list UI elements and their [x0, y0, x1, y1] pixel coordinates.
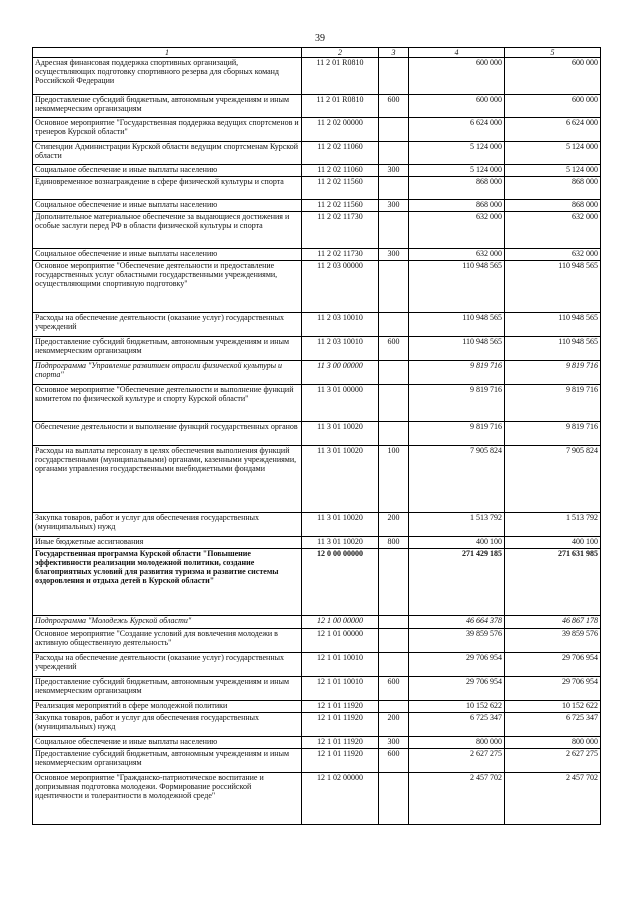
table-row: [33, 118, 601, 142]
row-amount-1: 600 000: [409, 95, 505, 118]
row-amount-2: 271 631 985: [505, 549, 601, 616]
row-amount-2: 6 725 347: [505, 713, 601, 737]
row-name: Закупка товаров, работ и услуг для обеспечения государственных (муниципальных) нужд: [33, 513, 302, 537]
row-amount-2: 2 457 702: [505, 773, 601, 825]
table-row: [33, 549, 601, 616]
row-amount-2: 600 000: [505, 95, 601, 118]
row-code: 11 3 01 10020: [302, 513, 379, 537]
table-row: [33, 737, 601, 749]
row-name: Основное мероприятие "Обеспечение деятельности и предоставление государственных услуг областными государственными учреждениями, осуществляющими спортивную подготовку": [33, 261, 302, 313]
header-col-1: 1: [33, 48, 302, 58]
row-name: Социальное обеспечение и иные выплаты населению: [33, 200, 302, 212]
row-expense-type: 300: [379, 249, 409, 261]
page-number: 39: [315, 33, 325, 44]
row-expense-type: [379, 177, 409, 200]
row-expense-type: 200: [379, 713, 409, 737]
row-name: Социальное обеспечение и иные выплаты населению: [33, 737, 302, 749]
table-row: [33, 701, 601, 713]
row-name: Подпрограмма "Молодежь Курской области": [33, 616, 302, 629]
row-expense-type: 300: [379, 165, 409, 177]
row-amount-1: 9 819 716: [409, 385, 505, 422]
row-name: Стипендии Администрации Курской области ведущим спортсменам Курской области: [33, 142, 302, 165]
row-expense-type: [379, 629, 409, 653]
row-amount-1: 7 905 824: [409, 446, 505, 513]
row-amount-2: 9 819 716: [505, 361, 601, 385]
table-row: [33, 385, 601, 422]
row-code: 11 3 01 00000: [302, 385, 379, 422]
row-code: 11 3 00 00000: [302, 361, 379, 385]
row-expense-type: [379, 653, 409, 677]
table-row: [33, 749, 601, 773]
row-expense-type: [379, 549, 409, 616]
row-name: Социальное обеспечение и иные выплаты населению: [33, 165, 302, 177]
table-row: [33, 165, 601, 177]
row-amount-1: 6 624 000: [409, 118, 505, 142]
row-expense-type: [379, 773, 409, 825]
row-amount-2: 110 948 565: [505, 337, 601, 361]
row-expense-type: [379, 616, 409, 629]
row-expense-type: 600: [379, 95, 409, 118]
row-expense-type: 600: [379, 749, 409, 773]
row-amount-2: 2 627 275: [505, 749, 601, 773]
row-amount-1: 1 513 792: [409, 513, 505, 537]
row-code: 12 1 01 11920: [302, 701, 379, 713]
row-amount-1: 800 000: [409, 737, 505, 749]
row-amount-1: 29 706 954: [409, 677, 505, 701]
row-expense-type: [379, 385, 409, 422]
row-amount-1: 9 819 716: [409, 422, 505, 446]
table-row: [33, 677, 601, 701]
row-code: 11 2 01 R0810: [302, 95, 379, 118]
table-row: [33, 513, 601, 537]
row-expense-type: 100: [379, 446, 409, 513]
row-code: 11 2 02 00000: [302, 118, 379, 142]
row-expense-type: 600: [379, 337, 409, 361]
row-expense-type: [379, 422, 409, 446]
row-amount-1: 110 948 565: [409, 337, 505, 361]
row-amount-2: 6 624 000: [505, 118, 601, 142]
row-amount-2: 800 000: [505, 737, 601, 749]
row-name: Основное мероприятие "Создание условий для вовлечения молодежи в активную общественную деятельность": [33, 629, 302, 653]
row-amount-1: 600 000: [409, 58, 505, 95]
row-amount-2: 600 000: [505, 58, 601, 95]
row-name: Расходы на выплаты персоналу в целях обеспечения выполнения функций государственными (муниципальными) органами, казенными учреждениями, органами управления государственными внебюджетными фондами: [33, 446, 302, 513]
table-row: [33, 446, 601, 513]
row-name: Обеспечение деятельности и выполнение функций государственных органов: [33, 422, 302, 446]
header-col-3: 3: [379, 48, 409, 58]
row-amount-1: 2 627 275: [409, 749, 505, 773]
row-code: 12 1 01 00000: [302, 629, 379, 653]
row-amount-2: 10 152 622: [505, 701, 601, 713]
table-row: [33, 261, 601, 313]
table-row: [33, 337, 601, 361]
table-row: [33, 713, 601, 737]
row-amount-2: 110 948 565: [505, 313, 601, 337]
row-code: 12 1 02 00000: [302, 773, 379, 825]
row-expense-type: 600: [379, 677, 409, 701]
table-header-row: [33, 48, 601, 58]
row-amount-1: 271 429 185: [409, 549, 505, 616]
table-row: [33, 313, 601, 337]
row-name: Предоставление субсидий бюджетным, автономным учреждениям и иным некоммерческим организациям: [33, 677, 302, 701]
row-code: 11 2 03 00000: [302, 261, 379, 313]
row-expense-type: 200: [379, 513, 409, 537]
row-amount-2: 29 706 954: [505, 653, 601, 677]
row-name: Социальное обеспечение и иные выплаты населению: [33, 249, 302, 261]
row-name: Государственная программа Курской области "Повышение эффективности реализации молодежной политики, создание благоприятных условий для развития туризма и развитие системы оздоровления и отдыха детей в Курской области": [33, 549, 302, 616]
row-amount-1: 632 000: [409, 249, 505, 261]
row-amount-1: 5 124 000: [409, 142, 505, 165]
header-col-2: 2: [302, 48, 379, 58]
row-amount-2: 7 905 824: [505, 446, 601, 513]
row-expense-type: [379, 701, 409, 713]
row-amount-2: 39 859 576: [505, 629, 601, 653]
row-code: 12 1 01 10010: [302, 653, 379, 677]
row-amount-2: 868 000: [505, 177, 601, 200]
row-code: 12 0 00 00000: [302, 549, 379, 616]
row-amount-2: 1 513 792: [505, 513, 601, 537]
row-expense-type: [379, 261, 409, 313]
row-code: 11 3 01 10020: [302, 537, 379, 549]
row-expense-type: 800: [379, 537, 409, 549]
row-code: 12 1 01 11920: [302, 737, 379, 749]
row-name: Предоставление субсидий бюджетным, автономным учреждениям и иным некоммерческим организациям: [33, 95, 302, 118]
row-expense-type: 300: [379, 200, 409, 212]
row-amount-2: 110 948 565: [505, 261, 601, 313]
row-amount-2: 400 100: [505, 537, 601, 549]
table-row: [33, 361, 601, 385]
row-name: Реализация мероприятий в сфере молодежной политики: [33, 701, 302, 713]
row-code: 12 1 00 00000: [302, 616, 379, 629]
row-amount-2: 5 124 000: [505, 165, 601, 177]
row-code: 12 1 01 10010: [302, 677, 379, 701]
row-code: 11 2 02 11560: [302, 200, 379, 212]
row-name: Основное мероприятие "Гражданско-патриотическое воспитание и допризывная подготовка молодежи. Формирование российской идентичности и толерантности в молодежной среде": [33, 773, 302, 825]
row-code: 11 2 02 11060: [302, 165, 379, 177]
row-amount-1: 110 948 565: [409, 313, 505, 337]
row-code: 12 1 01 11920: [302, 749, 379, 773]
row-amount-2: 46 867 178: [505, 616, 601, 629]
row-expense-type: [379, 58, 409, 95]
row-name: Расходы на обеспечение деятельности (оказание услуг) государственных учреждений: [33, 313, 302, 337]
header-col-5: 5: [505, 48, 601, 58]
table-row: [33, 249, 601, 261]
table-row: [33, 58, 601, 95]
row-code: 11 2 01 R0810: [302, 58, 379, 95]
row-name: Закупка товаров, работ и услуг для обеспечения государственных (муниципальных) нужд: [33, 713, 302, 737]
row-code: 11 2 02 11730: [302, 249, 379, 261]
row-name: Предоставление субсидий бюджетным, автономным учреждениям и иным некоммерческим организациям: [33, 337, 302, 361]
table-row: [33, 95, 601, 118]
row-code: 11 2 02 11730: [302, 212, 379, 249]
row-amount-1: 29 706 954: [409, 653, 505, 677]
row-amount-2: 29 706 954: [505, 677, 601, 701]
row-expense-type: [379, 118, 409, 142]
row-name: Предоставление субсидий бюджетным, автономным учреждениям и иным некоммерческим организациям: [33, 749, 302, 773]
row-amount-1: 2 457 702: [409, 773, 505, 825]
row-code: 12 1 01 11920: [302, 713, 379, 737]
budget-table: [32, 47, 601, 825]
row-name: Адресная финансовая поддержка спортивных организаций, осуществляющих подготовку спортивного резерва для сборных команд Российской Федерации: [33, 58, 302, 95]
row-name: Основное мероприятие "Государственная поддержка ведущих спортсменов и тренеров Курской области": [33, 118, 302, 142]
table-row: [33, 142, 601, 165]
row-amount-1: 110 948 565: [409, 261, 505, 313]
table-row: [33, 177, 601, 200]
row-amount-1: 6 725 347: [409, 713, 505, 737]
row-amount-1: 46 664 378: [409, 616, 505, 629]
row-code: 11 2 02 11060: [302, 142, 379, 165]
row-code: 11 2 03 10010: [302, 313, 379, 337]
row-name: Иные бюджетные ассигнования: [33, 537, 302, 549]
table-row: [33, 212, 601, 249]
row-amount-2: 9 819 716: [505, 385, 601, 422]
row-amount-1: 39 859 576: [409, 629, 505, 653]
row-code: 11 2 02 11560: [302, 177, 379, 200]
row-amount-2: 632 000: [505, 212, 601, 249]
row-amount-1: 868 000: [409, 177, 505, 200]
table-row: [33, 422, 601, 446]
row-amount-2: 868 000: [505, 200, 601, 212]
row-code: 11 3 01 10020: [302, 422, 379, 446]
table-row: [33, 616, 601, 629]
row-amount-1: 10 152 622: [409, 701, 505, 713]
row-expense-type: [379, 212, 409, 249]
row-code: 11 3 01 10020: [302, 446, 379, 513]
row-expense-type: [379, 313, 409, 337]
row-amount-1: 5 124 000: [409, 165, 505, 177]
row-amount-1: 9 819 716: [409, 361, 505, 385]
row-name: Дополнительное материальное обеспечение за выдающиеся достижения и особые заслуги перед РФ в области физической культуры и спорта: [33, 212, 302, 249]
row-amount-1: 400 100: [409, 537, 505, 549]
table-row: [33, 537, 601, 549]
row-name: Основное мероприятие "Обеспечение деятельности и выполнение функций комитетом по физической культуре и спорту Курской области": [33, 385, 302, 422]
row-amount-1: 632 000: [409, 212, 505, 249]
row-amount-2: 632 000: [505, 249, 601, 261]
row-amount-2: 9 819 716: [505, 422, 601, 446]
row-name: Расходы на обеспечение деятельности (оказание услуг) государственных учреждений: [33, 653, 302, 677]
table-row: [33, 200, 601, 212]
row-code: 11 2 03 10010: [302, 337, 379, 361]
row-name: Единовременное вознаграждение в сфере физической культуры и спорта: [33, 177, 302, 200]
row-amount-2: 5 124 000: [505, 142, 601, 165]
table-row: [33, 653, 601, 677]
row-expense-type: 300: [379, 737, 409, 749]
row-amount-1: 868 000: [409, 200, 505, 212]
row-expense-type: [379, 361, 409, 385]
table-row: [33, 773, 601, 825]
row-expense-type: [379, 142, 409, 165]
header-col-4: 4: [409, 48, 505, 58]
table-row: [33, 629, 601, 653]
row-name: Подпрограмма "Управление развитием отрасли физической культуры и спорта": [33, 361, 302, 385]
